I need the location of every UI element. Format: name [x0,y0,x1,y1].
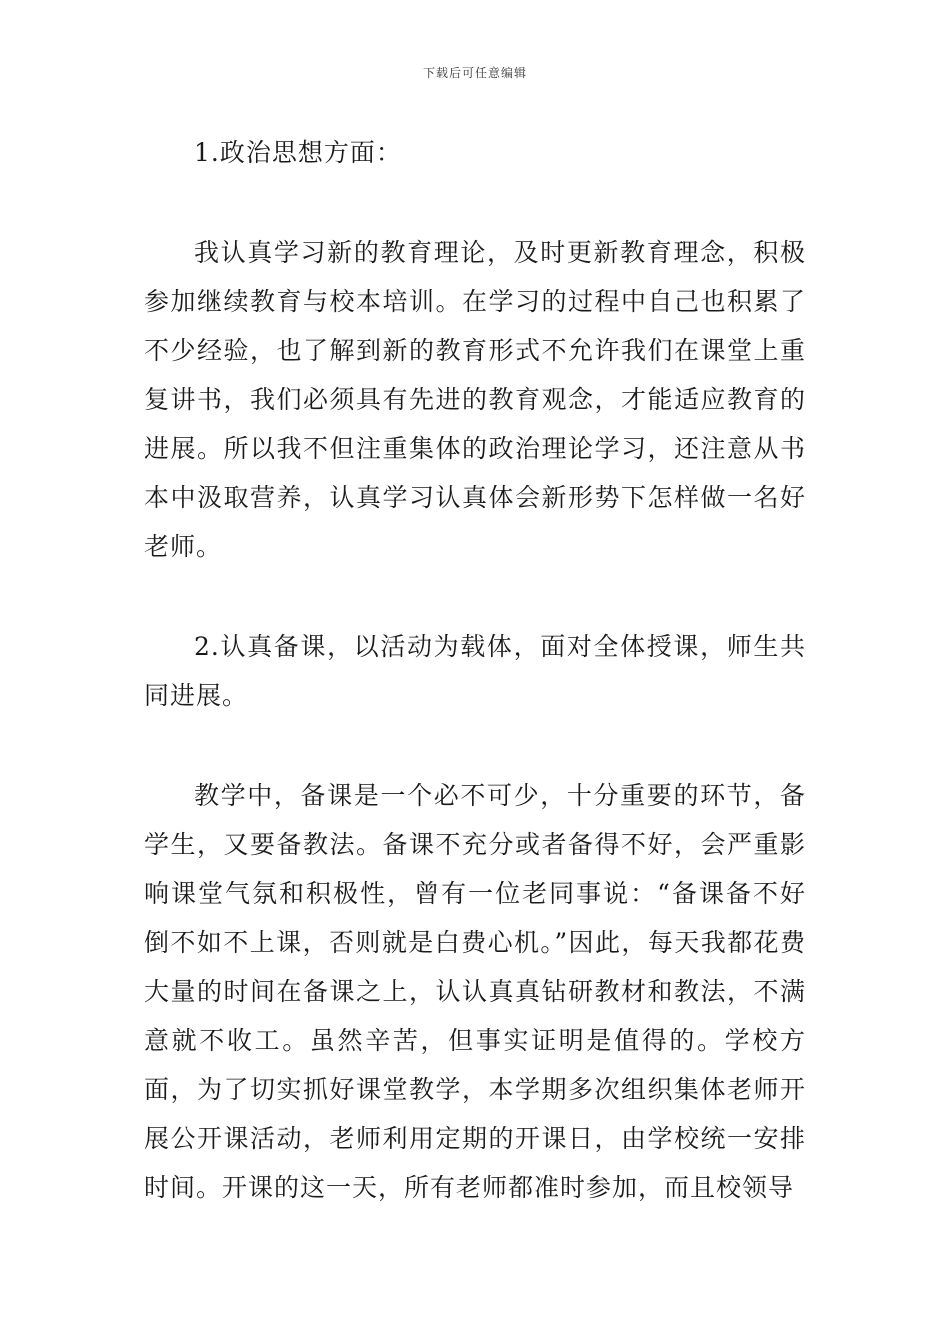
paragraph-spacer [144,571,806,622]
paragraph-spacer [144,177,806,228]
document-body [144,128,806,1212]
section-heading-lesson-prep: 2.认真备课，以活动为载体，面对全体授课，师生共同进展。 [144,632,806,710]
page-header: 下载后可任意编辑 [422,66,527,80]
section-heading-political: 1.政治思想方面： [194,138,402,167]
paragraph-political-study: 我认真学习新的教育理论，及时更新教育理念，积极参加继续教育与校本培训。在学习的过程中自己也积累了不少经验，也了解到新的教育形式不允许我们在课堂上重复讲书，我们必须具有先进的教育观念，才能适应教育的进展。所以我不但注重集体的政治理论学习，还注意从书本中汲取营养，认真学习认真体会新形势下怎样做一名好老师。 [144,238,806,561]
paragraph-spacer [144,720,806,771]
paragraph-lesson-prep: 教学中，备课是一个必不可少，十分重要的环节，备学生，又要备教法。备课不充分或者备得不好，会严重影响课堂气氛和积极性，曾有一位老同事说：“备课备不好倒不如不上课，否则就是白费心机。”因此，每天我都花费大量的时间在备课之上，认认真真钻研教材和教法，不满意就不收工。虽然辛苦，但事实证明是值得的。学校方面，为了切实抓好课堂教学，本学期多次组织集体老师开展公开课活动，老师利用定期的开课日，由学校统一安排时间。开课的这一天，所有老师都准时参加，而且校领导 [144,781,806,1202]
